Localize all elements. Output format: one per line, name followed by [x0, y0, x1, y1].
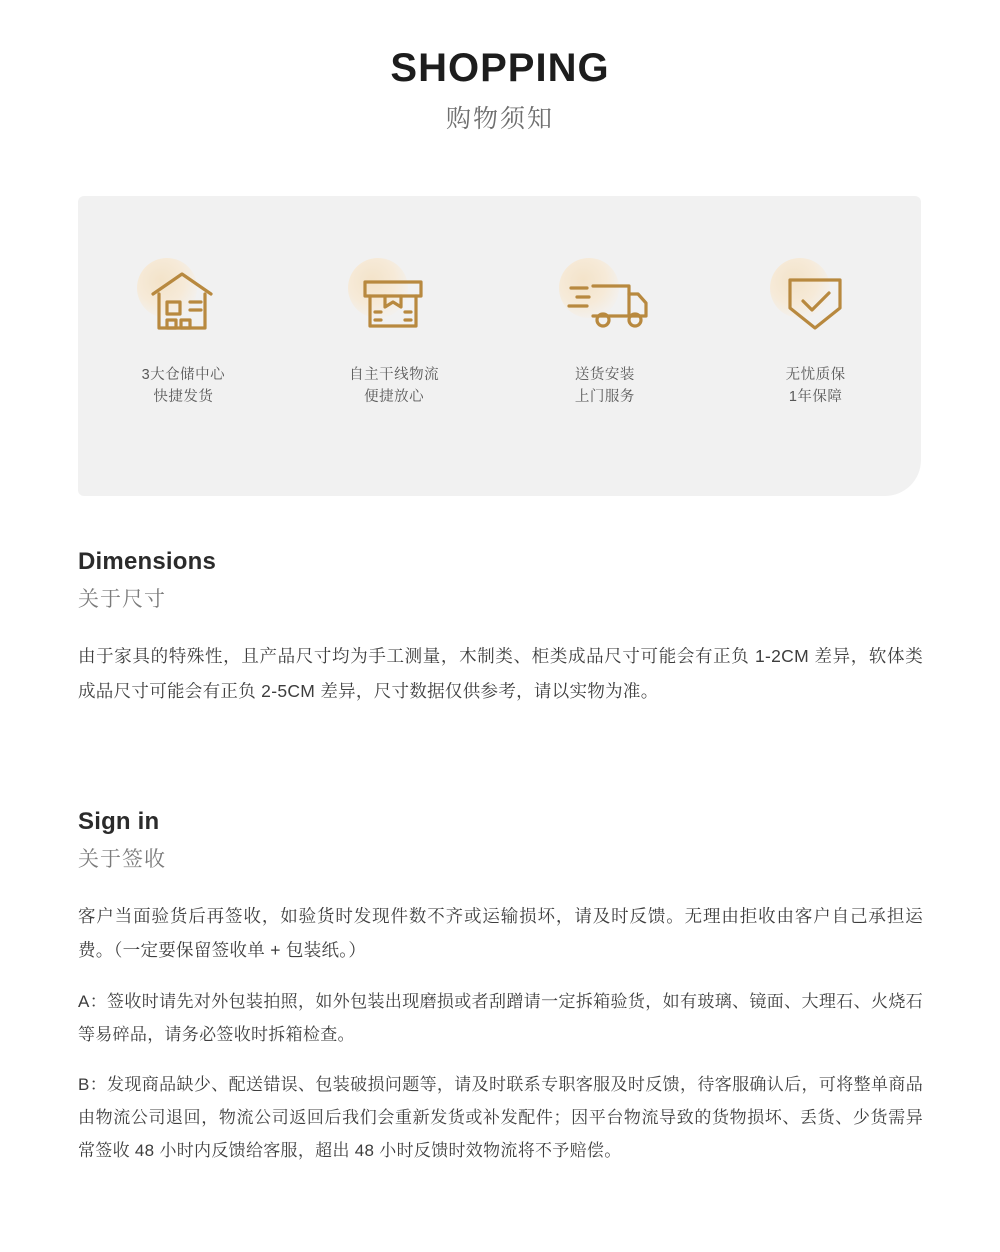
feature-label-line2: 1年保障 — [788, 389, 843, 406]
section-title-en: Dimensions — [78, 548, 217, 575]
paragraph: 由于家具的特殊性，且产品尺寸均为手工测量，木制类、柜类成品尺寸可能会有正负 1-2CM 差异，软体类成品尺寸可能会有正负 2-5CM 差异，尺寸数据仅供参考，请以实物为准。 — [78, 646, 923, 701]
delivery-truck-icon — [567, 268, 653, 339]
feature-label — [289, 364, 500, 409]
shield-check-icon — [778, 268, 852, 339]
feature-label-line2: 上门服务 — [574, 389, 635, 406]
feature-icon-wrap — [334, 258, 454, 350]
feature-label-line2: 快捷发货 — [153, 389, 214, 406]
paragraph: B：发现商品缺少、配送错误、包装破损问题等，请及时联系专职客服及时反馈，待客服确认后，可将整单商品由物流公司退回，物流公司返回后我们会重新发货或补发配件；因平台物流导致的货物损坏、丢货、少货需异常签收 48 小时内反馈给客服，超出 48 小时反馈时效物流将不予赔偿。 — [78, 1074, 923, 1160]
feature-label-line2: 便捷放心 — [364, 389, 425, 406]
feature-label — [78, 364, 289, 409]
section-body — [78, 899, 923, 1167]
feature-label-line1: 送货安装 — [574, 367, 635, 383]
feature-item — [500, 258, 711, 409]
feature-label-line1: 自主干线物流 — [349, 367, 440, 383]
feature-item — [710, 258, 921, 409]
section-sign-in — [78, 808, 923, 1183]
section-dimensions — [78, 548, 923, 709]
feature-item — [289, 258, 500, 409]
package-box-icon — [356, 268, 430, 339]
warehouse-icon — [145, 268, 219, 339]
section-body — [78, 639, 923, 709]
section-title-cn: 关于尺寸 — [78, 588, 166, 611]
feature-icon-wrap — [123, 258, 243, 350]
feature-label — [710, 364, 921, 409]
feature-icon-wrap — [545, 258, 665, 350]
feature-label — [500, 364, 711, 409]
page-title: SHOPPING — [390, 46, 610, 90]
page-subtitle: 购物须知 — [445, 104, 554, 133]
page-header — [0, 0, 1000, 135]
section-title-cn: 关于签收 — [78, 848, 166, 871]
service-features-row — [78, 196, 921, 496]
feature-label-line1: 3大仓储中心 — [141, 367, 226, 383]
service-features-panel — [78, 196, 921, 496]
feature-icon-wrap — [756, 258, 876, 350]
paragraph: 客户当面验货后再签收，如验货时发现件数不齐或运输损坏，请及时反馈。无理由拒收由客户自己承担运费。（一定要保留签收单 + 包装纸。） — [78, 906, 923, 961]
paragraph: A：签收时请先对外包装拍照，如外包装出现磨损或者刮蹭请一定拆箱验货，如有玻璃、镜面、大理石、火烧石等易碎品，请务必签收时拆箱检查。 — [78, 992, 923, 1045]
feature-label-line1: 无忧质保 — [785, 367, 846, 383]
feature-item — [78, 258, 289, 409]
section-title-en: Sign in — [78, 808, 160, 835]
